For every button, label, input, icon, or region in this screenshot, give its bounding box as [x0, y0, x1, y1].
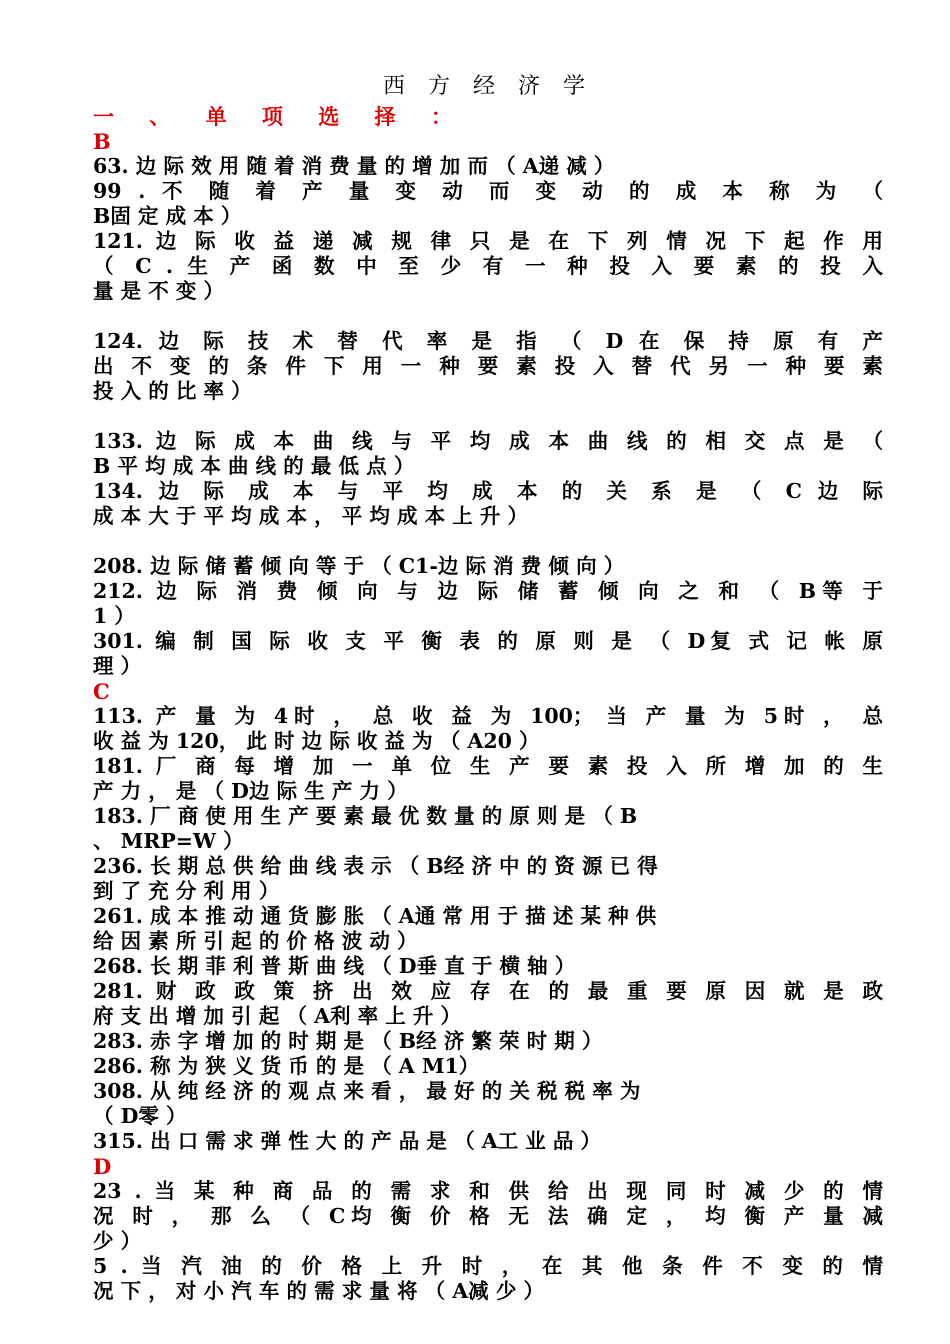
question-line: 5 . 当 汽 油 的 价 格 上 升 时 ， 在 其 他 条 件 不 变 的 情 [93, 1254, 883, 1278]
question-181 [93, 754, 883, 804]
question-124 [93, 329, 883, 404]
question-line: B 平 均 成 本 曲 线 的 最 低 点 ） [93, 454, 415, 478]
question-134 [93, 479, 883, 529]
question-line: 268. 长 期 菲 利 普 斯 曲 线 （ D垂 直 于 横 轴 ） [93, 954, 576, 978]
question-line: 308. 从 纯 经 济 的 观 点 来 看 ， 最 好 的 关 税 税 率 为 [93, 1079, 641, 1103]
question-line: 少 ） [93, 1229, 142, 1253]
question-line: 出 不 变 的 条 件 下 用 一 种 要 素 投 入 替 代 另 一 种 要 素 [93, 354, 883, 378]
section-heading: 一 、 单 项 选 择 ： [93, 104, 466, 129]
question-line: 208. 边 际 储 蓄 倾 向 等 于 （ C1-边 际 消 费 倾 向 ） [93, 554, 625, 578]
question-line: 121. 边 际 收 益 递 减 规 律 只 是 在 下 列 情 况 下 起 作 用 [93, 229, 883, 253]
question-121 [93, 229, 883, 304]
question-line: 理 ） [93, 654, 142, 678]
question-208 [93, 554, 883, 579]
question-line: 315. 出 口 需 求 弹 性 大 的 产 品 是 （ A工 业 品 ） [93, 1129, 602, 1153]
question-281 [93, 979, 883, 1029]
question-212 [93, 579, 883, 629]
question-line: 况 下 ， 对 小 汽 车 的 需 求 量 将 （ A减 少 ） [93, 1279, 544, 1303]
question-line: 收 益 为 120， 此 时 边 际 收 益 为 （ A20 ） [93, 729, 540, 753]
question-301 [93, 629, 883, 679]
question-line: 况 时 ， 那 么 （ C均 衡 价 格 无 法 确 定 ， 均 衡 产 量 减 [93, 1204, 883, 1228]
question-line: 产 力 ， 是 （ D边 际 生 产 力 ） [93, 779, 408, 803]
question-line: B固 定 成 本 ） [93, 204, 242, 228]
question-line: 63. 边 际 效 用 随 着 消 费 量 的 增 加 而 （ A递 减 ） [93, 154, 615, 178]
question-line: 281. 财 政 政 策 挤 出 效 应 存 在 的 最 重 要 原 因 就 是 政 [93, 979, 883, 1003]
question-line: 、 MRP=W ） [93, 829, 244, 853]
question-line: 投 入 的 比 率 ） [93, 379, 252, 403]
question-line: 23 . 当 某 种 商 品 的 需 求 和 供 给 出 现 同 时 减 少 的 情 [93, 1179, 883, 1203]
question-261 [93, 904, 883, 954]
document-page [93, 70, 883, 1304]
question-23 [93, 1179, 883, 1254]
spacer [93, 404, 883, 429]
group-letter-b: B [93, 129, 111, 154]
question-line: （ C . 生 产 函 数 中 至 少 有 一 种 投 入 要 素 的 投 入 [93, 254, 883, 278]
question-113 [93, 704, 883, 754]
group-letter-d: D [93, 1154, 112, 1179]
question-line: 286. 称 为 狭 义 货 币 的 是 （ A M1） [93, 1054, 480, 1078]
question-line: 181. 厂 商 每 增 加 一 单 位 生 产 要 素 投 入 所 增 加 的 生 [93, 754, 883, 778]
spacer [93, 529, 883, 554]
question-308 [93, 1079, 883, 1129]
group-letter-c: C [93, 679, 110, 704]
question-line: 量 是 不 变 ） [93, 279, 225, 303]
question-315 [93, 1129, 883, 1154]
spacer [93, 304, 883, 329]
question-63 [93, 154, 883, 179]
question-line: 府 支 出 增 加 引 起 （ A利 率 上 升 ） [93, 1004, 462, 1028]
question-line: 261. 成 本 推 动 通 货 膨 胀 （ A通 常 用 于 描 述 某 种 供 [93, 904, 657, 928]
question-line: 1 ） [93, 604, 135, 628]
question-line: 到 了 充 分 利 用 ） [93, 879, 280, 903]
question-133 [93, 429, 883, 479]
question-line: 236. 长 期 总 供 给 曲 线 表 示 （ B经 济 中 的 资 源 已 得 [93, 854, 658, 878]
question-line: 183. 厂 商 使 用 生 产 要 素 最 优 数 量 的 原 则 是 （ B [93, 804, 638, 828]
question-283 [93, 1029, 883, 1054]
question-183 [93, 804, 883, 854]
question-line: 给 因 素 所 引 起 的 价 格 波 动 ） [93, 929, 418, 953]
question-286 [93, 1054, 883, 1079]
question-line: 113. 产 量 为 4时 ， 总 收 益 为 100； 当 产 量 为 5时 ， 总 [93, 704, 883, 728]
page-title: 西 方 经 济 学 [383, 74, 593, 99]
question-99 [93, 179, 883, 229]
question-236 [93, 854, 883, 904]
question-line: 283. 赤 字 增 加 的 时 期 是 （ B经 济 繁 荣 时 期 ） [93, 1029, 603, 1053]
question-line: 99 . 不 随 着 产 量 变 动 而 变 动 的 成 本 称 为 （ [93, 179, 883, 203]
question-line: 212. 边 际 消 费 倾 向 与 边 际 储 蓄 倾 向 之 和 （ B等 于 [93, 579, 883, 603]
question-268 [93, 954, 883, 979]
question-5 [93, 1254, 883, 1304]
question-line: 134. 边 际 成 本 与 平 均 成 本 的 关 系 是 （ C 边 际 [93, 479, 883, 503]
question-line: （ D零 ） [93, 1104, 187, 1128]
question-line: 133. 边 际 成 本 曲 线 与 平 均 成 本 曲 线 的 相 交 点 是 （ [93, 429, 883, 453]
question-line: 124. 边 际 技 术 替 代 率 是 指 （ D 在 保 持 原 有 产 [93, 329, 883, 353]
question-line: 成 本 大 于 平 均 成 本 ， 平 均 成 本 上 升 ） [93, 504, 529, 528]
question-line: 301. 编 制 国 际 收 支 平 衡 表 的 原 则 是 （ D复 式 记 帐 原 [93, 629, 883, 653]
